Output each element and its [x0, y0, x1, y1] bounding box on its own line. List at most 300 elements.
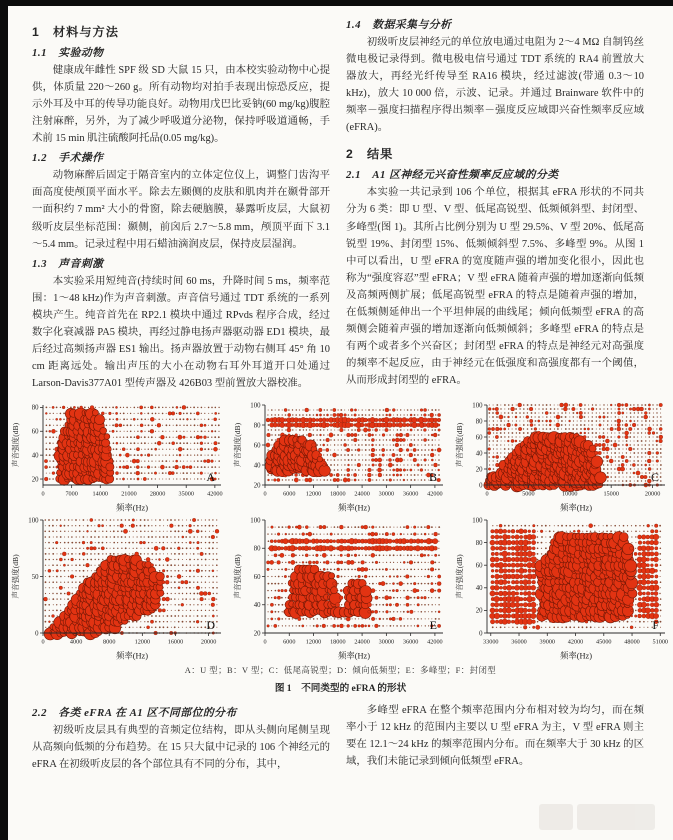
response-dot: [71, 558, 74, 561]
x-tick-label: 18000: [330, 638, 346, 646]
response-dot: [592, 440, 593, 441]
response-dot: [174, 581, 176, 583]
response-dot: [654, 540, 659, 545]
response-dot: [428, 604, 429, 605]
response-dot: [433, 546, 437, 550]
response-dot: [272, 555, 273, 556]
response-dot: [622, 444, 623, 445]
response-dot: [207, 442, 209, 444]
response-dot: [383, 562, 384, 563]
response-dot: [190, 553, 191, 554]
response-dot: [204, 448, 206, 450]
response-dot: [515, 580, 519, 584]
paper-page: [8, 6, 673, 840]
response-dot: [595, 436, 597, 438]
response-dot: [508, 428, 509, 429]
response-dot: [217, 570, 218, 571]
response-dot: [277, 596, 280, 599]
response-dot: [652, 452, 654, 454]
response-dot: [55, 541, 58, 544]
response-dot: [630, 460, 631, 461]
response-dot: [596, 440, 598, 442]
response-dot: [375, 464, 377, 466]
response-dot: [542, 404, 544, 406]
response-dot: [533, 524, 536, 527]
response-dot: [313, 625, 315, 627]
response-dot: [495, 547, 499, 551]
response-dot: [630, 412, 632, 414]
response-dot: [651, 592, 654, 595]
response-dot: [303, 526, 304, 527]
response-dot: [376, 590, 377, 591]
response-dot: [204, 443, 205, 444]
response-dot: [622, 420, 623, 421]
response-dot: [49, 473, 50, 474]
response-dot: [626, 469, 627, 470]
response-dot: [186, 478, 188, 480]
response-dot: [189, 581, 191, 583]
response-dot: [211, 466, 213, 468]
response-dot: [584, 428, 586, 430]
response-dot: [599, 433, 600, 434]
response-dot: [398, 423, 403, 428]
response-dot: [379, 480, 380, 481]
response-dot: [642, 473, 643, 474]
response-dot: [209, 542, 211, 544]
response-dot: [148, 531, 149, 532]
response-dot: [200, 552, 204, 556]
response-dot: [158, 609, 162, 613]
response-dot: [182, 520, 183, 521]
response-dot: [365, 562, 367, 564]
response-dot: [385, 596, 389, 600]
response-dot: [64, 542, 66, 544]
response-dot: [75, 576, 76, 577]
response-dot: [406, 596, 410, 600]
response-dot: [515, 602, 520, 607]
response-dot: [178, 536, 179, 537]
response-dot: [133, 627, 134, 628]
response-dot: [386, 555, 387, 556]
response-dot: [519, 421, 520, 422]
response-dot: [497, 452, 499, 454]
response-dot: [144, 436, 146, 438]
response-dot: [611, 468, 612, 469]
response-dot: [337, 526, 339, 528]
response-dot: [186, 425, 188, 427]
response-dot: [282, 611, 283, 612]
x-tick-label: 0: [485, 490, 489, 498]
response-dot: [201, 587, 202, 588]
response-dot: [650, 530, 654, 534]
response-dot: [151, 548, 152, 549]
response-dot: [495, 427, 499, 431]
response-dot: [194, 424, 196, 426]
response-dot: [45, 565, 46, 566]
response-dot: [45, 436, 47, 438]
response-dot: [620, 467, 624, 471]
response-dot: [528, 609, 531, 612]
response-dot: [124, 455, 125, 456]
response-dot: [212, 419, 213, 420]
response-dot: [134, 431, 135, 432]
response-dot: [218, 478, 219, 479]
response-dot: [162, 581, 165, 584]
response-dot: [397, 597, 398, 598]
response-dot: [427, 554, 429, 556]
response-dot: [302, 555, 304, 557]
response-dot: [550, 417, 551, 418]
response-dot: [155, 627, 157, 629]
response-dot: [653, 413, 654, 414]
response-dot: [351, 414, 353, 416]
response-dot: [421, 449, 423, 451]
response-dot: [127, 431, 128, 432]
response-dot: [523, 412, 525, 414]
response-dot: [626, 420, 627, 421]
response-dot: [323, 459, 325, 461]
response-dot: [369, 526, 371, 528]
response-dot: [316, 414, 318, 416]
response-dot: [494, 613, 500, 619]
subsection-heading: 1.2 手术操作: [32, 152, 104, 165]
response-dot: [44, 477, 48, 481]
response-dot: [519, 440, 521, 442]
response-dot: [379, 454, 380, 455]
response-dot: [515, 440, 517, 442]
response-dot: [218, 431, 219, 432]
response-dot: [358, 469, 360, 471]
response-dot: [618, 436, 621, 439]
response-dot: [610, 476, 612, 478]
response-dot: [375, 444, 376, 445]
response-dot: [650, 552, 654, 556]
response-dot: [531, 535, 536, 540]
response-dot: [268, 449, 269, 450]
response-dot: [182, 587, 183, 588]
response-dot: [537, 525, 538, 526]
response-dot: [308, 433, 312, 437]
response-dot: [364, 568, 368, 572]
response-dot: [504, 436, 505, 437]
response-dot: [320, 434, 322, 436]
response-dot: [79, 537, 80, 538]
response-dot: [598, 435, 601, 438]
response-dot: [313, 410, 314, 411]
response-dot: [515, 416, 517, 418]
response-dot: [341, 444, 342, 445]
response-dot: [344, 410, 345, 411]
response-dot: [507, 614, 511, 618]
response-dot: [623, 525, 625, 527]
response-dot: [354, 624, 357, 627]
response-dot: [140, 519, 142, 521]
response-dot: [626, 428, 628, 430]
response-dot: [523, 417, 524, 418]
response-dot: [603, 456, 605, 458]
response-dot: [407, 464, 408, 465]
response-dot: [168, 412, 172, 416]
response-dot: [170, 576, 172, 578]
response-dot: [414, 569, 415, 570]
response-dot: [649, 456, 650, 457]
response-dot: [152, 413, 154, 415]
response-dot: [98, 542, 100, 544]
response-dot: [196, 586, 200, 590]
response-dot: [493, 448, 494, 449]
response-dot: [209, 610, 210, 611]
response-dot: [197, 553, 198, 554]
response-dot: [362, 618, 363, 619]
response-dot: [150, 429, 154, 433]
response-dot: [274, 596, 277, 599]
response-dot: [607, 436, 609, 438]
response-dot: [151, 448, 153, 450]
x-tick-label: 6000: [283, 638, 296, 646]
response-dot: [371, 459, 374, 462]
response-dot: [212, 570, 214, 572]
response-dot: [209, 599, 210, 600]
response-dot: [431, 464, 433, 466]
response-dot: [199, 591, 203, 595]
response-dot: [537, 553, 539, 555]
response-dot: [603, 525, 604, 526]
response-dot: [182, 564, 184, 566]
response-dot: [98, 564, 100, 566]
response-dot: [407, 611, 409, 613]
response-dot: [507, 530, 510, 533]
response-dot: [190, 479, 191, 480]
response-dot: [281, 569, 283, 571]
response-dot: [134, 466, 135, 467]
response-dot: [660, 472, 661, 473]
response-dot: [498, 562, 504, 568]
response-dot: [330, 439, 331, 440]
response-dot: [372, 562, 374, 564]
response-dot: [375, 428, 378, 431]
response-dot: [625, 435, 629, 439]
response-dot: [508, 412, 510, 414]
response-dot: [151, 536, 153, 538]
response-dot: [541, 548, 542, 549]
response-dot: [201, 565, 202, 566]
y-tick-label: 40: [475, 585, 483, 593]
response-dot: [148, 616, 149, 617]
response-dot: [637, 585, 643, 591]
response-dot: [357, 449, 360, 452]
response-dot: [647, 451, 651, 455]
response-dot: [299, 474, 301, 476]
response-dot: [325, 539, 329, 543]
response-dot: [375, 561, 378, 564]
response-dot: [90, 536, 92, 538]
response-dot: [64, 537, 65, 538]
response-dot: [48, 604, 50, 606]
response-dot: [386, 610, 389, 613]
response-dot: [431, 434, 433, 436]
response-dot: [338, 430, 339, 431]
response-dot: [351, 449, 353, 451]
response-dot: [150, 620, 153, 623]
response-dot: [56, 610, 58, 612]
response-dot: [417, 444, 418, 445]
response-dot: [435, 611, 436, 612]
response-dot: [519, 563, 524, 568]
y-tick-label: 20: [253, 482, 261, 490]
response-dot: [563, 407, 567, 411]
response-dot: [611, 408, 612, 409]
response-dot: [628, 447, 632, 451]
response-dot: [148, 431, 150, 433]
x-axis-label: 频率(Hz): [559, 651, 593, 661]
response-dot: [334, 459, 336, 461]
response-dot: [59, 558, 62, 561]
response-dot: [649, 448, 651, 450]
response-dot: [98, 547, 100, 549]
response-dot: [647, 627, 648, 628]
response-dot: [348, 410, 349, 411]
response-dot: [197, 610, 198, 611]
response-dot: [292, 479, 293, 480]
response-dot: [186, 407, 188, 409]
response-dot: [584, 420, 585, 421]
response-dot: [68, 559, 69, 560]
response-dot: [438, 569, 440, 571]
response-dot: [171, 604, 172, 605]
response-dot: [626, 413, 627, 414]
y-tick-label: 20: [31, 476, 39, 484]
response-dot: [577, 416, 578, 417]
response-dot: [53, 425, 54, 426]
response-dot: [125, 627, 126, 628]
response-dot: [431, 582, 433, 584]
response-dot: [49, 593, 50, 594]
response-dot: [180, 407, 182, 409]
response-dot: [141, 442, 143, 444]
response-dot: [56, 425, 57, 426]
response-dot: [115, 406, 117, 408]
response-dot: [204, 407, 205, 408]
response-dot: [637, 420, 638, 421]
response-dot: [151, 454, 153, 456]
response-dot: [595, 472, 607, 484]
response-dot: [607, 452, 608, 453]
response-dot: [631, 525, 632, 526]
response-dot: [147, 626, 150, 629]
response-dot: [378, 458, 382, 462]
response-dot: [428, 449, 429, 450]
response-dot: [572, 428, 574, 430]
response-dot: [80, 406, 83, 409]
response-dot: [110, 519, 112, 521]
response-dot: [216, 599, 217, 600]
response-dot: [577, 530, 580, 533]
figure-row-bottom: [9, 514, 672, 662]
response-dot: [504, 409, 505, 410]
response-dot: [288, 479, 289, 480]
response-dot: [365, 444, 367, 446]
y-tick-label: 80: [31, 404, 39, 412]
response-dot: [600, 405, 601, 406]
response-dot: [641, 557, 647, 563]
response-dot: [435, 527, 436, 528]
response-dot: [599, 531, 600, 532]
response-dot: [653, 429, 654, 430]
response-dot: [623, 477, 624, 478]
response-dot: [532, 580, 536, 584]
response-dot: [396, 618, 397, 619]
response-dot: [660, 432, 662, 434]
response-dot: [121, 553, 122, 554]
response-dot: [68, 519, 69, 520]
response-dot: [183, 472, 185, 474]
response-dot: [208, 425, 209, 426]
response-dot: [323, 434, 325, 436]
response-dot: [565, 416, 567, 418]
response-dot: [591, 428, 593, 430]
response-dot: [386, 459, 388, 461]
response-dot: [205, 455, 206, 456]
response-dot: [162, 407, 163, 408]
response-dot: [637, 416, 639, 418]
response-dot: [115, 424, 119, 428]
response-dot: [523, 603, 528, 608]
response-dot: [348, 576, 349, 577]
response-dot: [425, 569, 426, 570]
response-dot: [603, 404, 604, 405]
response-dot: [165, 557, 169, 561]
response-dot: [561, 429, 562, 430]
top-text-block: [8, 6, 673, 393]
response-dot: [351, 454, 353, 456]
y-axis-label: 声音强度(dB): [11, 422, 20, 468]
response-dot: [45, 627, 46, 628]
response-dot: [499, 575, 502, 578]
response-dot: [514, 585, 519, 590]
response-dot: [372, 429, 373, 430]
response-dot: [488, 452, 490, 454]
response-dot: [60, 593, 62, 595]
response-dot: [403, 555, 404, 556]
response-dot: [159, 519, 161, 521]
response-dot: [71, 593, 73, 595]
response-dot: [178, 599, 179, 600]
response-dot: [358, 459, 359, 460]
response-dot: [615, 404, 616, 405]
response-dot: [652, 404, 653, 405]
response-dot: [133, 548, 134, 549]
response-dot: [403, 444, 404, 445]
response-dot: [98, 519, 99, 520]
response-dot: [137, 536, 138, 537]
panel-letter: C: [650, 470, 659, 485]
response-dot: [531, 597, 535, 601]
response-dot: [414, 576, 416, 578]
response-dot: [508, 445, 509, 446]
response-dot: [197, 599, 198, 600]
response-dot: [334, 618, 336, 620]
response-dot: [155, 448, 157, 450]
response-dot: [418, 611, 419, 612]
response-dot: [208, 455, 209, 456]
response-dot: [625, 459, 628, 462]
response-dot: [299, 555, 300, 556]
response-dot: [179, 466, 181, 468]
response-dot: [531, 574, 536, 579]
response-dot: [176, 454, 178, 456]
response-dot: [313, 618, 315, 620]
response-dot: [511, 563, 516, 568]
